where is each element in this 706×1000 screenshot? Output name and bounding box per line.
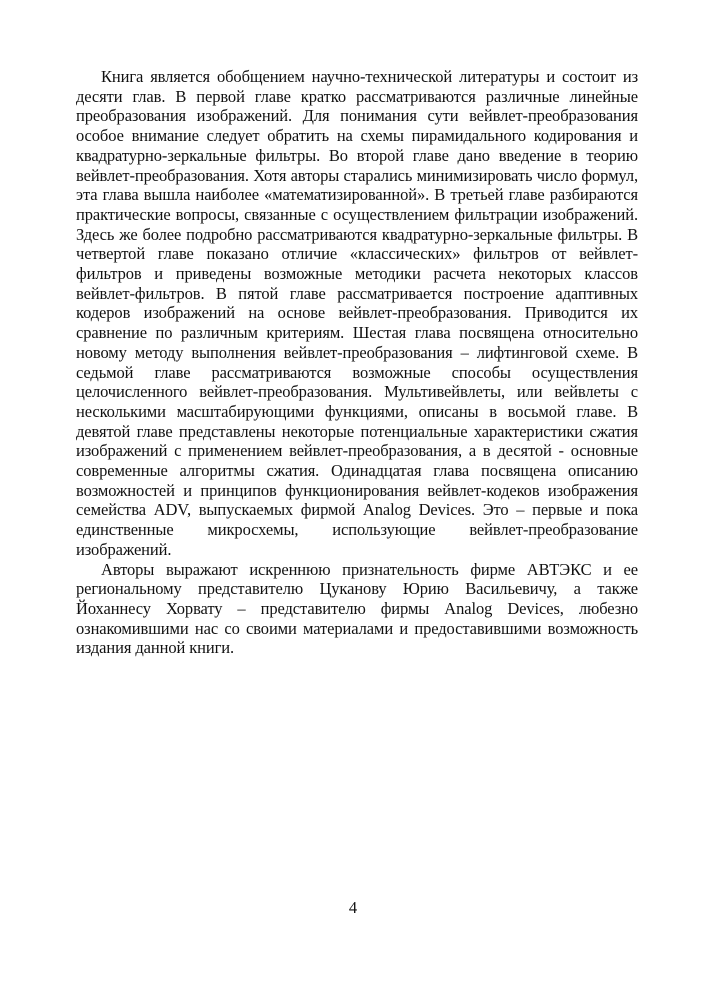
page-number: 4 (348, 898, 358, 917)
paragraph-acknowledgements: Авторы выражают искреннюю признательность фирме АВТЭКС и ее региональному представителю Цуканову Юрию Васильевичу, а также Йоханнесу Хорвату – представителю фирмы Analog Devices, любезно ознакомившими нас со своими материалами и предоставившими возможность издания данной книги. (76, 559, 638, 658)
paragraph-book-overview: Книга является обобщением научно-технической литературы и состоит из десяти глав. В первой главе кратко рассматриваются различные линейные преобразования изображений. Для понимания сути вейвлет-преобразования особое внимание следует обратить на схемы пирамидального кодирования и квадратурно-зеркальные фильтры. Во второй главе дано введение в теорию вейвлет-преобразования. Хотя авторы старались минимизировать число формул, эта глава вышла наиболее «математизированной». В третьей главе разбираются практические вопросы, связанные с осуществлением фильтрации изображений. Здесь же более подробно рассматриваются квадратурно-зеркальные фильтры. В четвертой главе показано отличие «классических» фильтров от вейвлет-фильтров и приведены возможные методики расчета некоторых классов вейвлет-фильтров. В пятой главе рассматривается построение адаптивных кодеров изображений на основе вейвлет-преобразования. Приводится их сравнение по различным критериям. Шестая глава посвящена относительно новому методу выполнения вейвлет-преобразования – лифтинговой схеме. В седьмой главе рассматриваются возможные способы осуществления целочисленного вейвлет-преобразования. Мультивейвлеты, или вейвлеты с несколькими масштабирующими функциями, описаны в восьмой главе. В девятой главе представлены некоторые потенциальные характеристики сжатия изображений с применением вейвлет-преобразования, а в десятой - основные современные алгоритмы сжатия. Одинадцатая глава посвящена описанию возможностей и принципов функционирования вейвлет-кодеков изображения семейства ADV, выпускаемых фирмой Analog Devices. Это – первые и пока единственные микросхемы, использующие вейвлет-преобразование изображений. (76, 67, 638, 559)
body-text (76, 67, 638, 658)
